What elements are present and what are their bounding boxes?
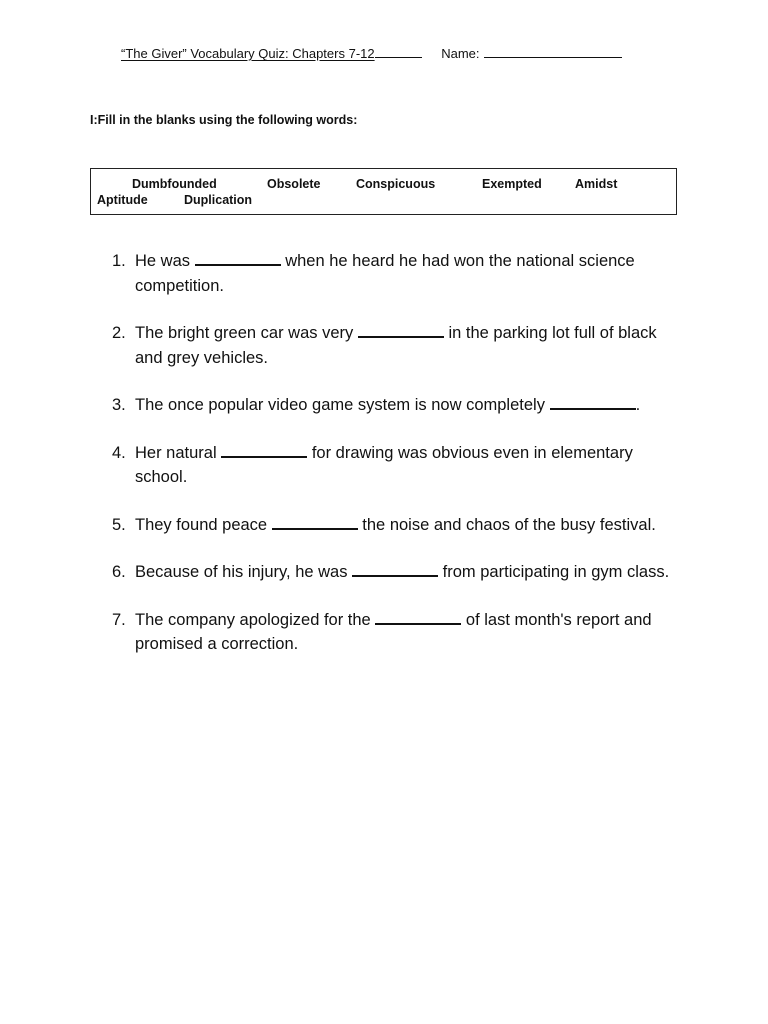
question-item [112,441,682,490]
question-number: 3. [112,396,126,414]
answer-blank[interactable] [375,609,461,625]
instructions: I:Fill in the blanks using the following words: [90,113,358,127]
question-text: The once popular video game system is now completely . [135,396,641,414]
word-bank-item: Aptitude [97,193,148,207]
word-bank [90,168,677,215]
question-number: 5. [112,515,126,534]
question-number: 2. [112,324,126,342]
word-bank-item: Dumbfounded [132,177,217,191]
question-number: 7. [112,610,126,629]
question-item [112,608,682,657]
question-number: 4. [112,443,126,462]
name-field[interactable] [484,47,622,58]
question-text: The company apologized for the of last month's report and promised a correction. [135,610,652,653]
question-item [112,560,682,585]
answer-blank[interactable] [352,561,438,577]
question-number: 6. [112,563,126,581]
word-bank-item: Amidst [575,177,618,191]
word-bank-item: Conspicuous [356,177,436,191]
question-number: 1. [112,252,126,270]
name-label: Name: [441,46,480,61]
question-text: They found peace the noise and chaos of the busy festival. [135,515,656,534]
question-item [112,321,682,370]
answer-blank[interactable] [358,322,444,338]
question-item [112,513,682,538]
question-text: Because of his injury, he was from participating in gym class. [135,563,670,581]
quiz-title: “The Giver” Vocabulary Quiz: Chapters 7-12 [121,46,375,61]
answer-blank[interactable] [550,394,636,410]
answer-blank[interactable] [221,442,307,458]
quiz-header [121,46,622,61]
word-bank-item: Obsolete [267,177,321,191]
answer-blank[interactable] [195,250,281,266]
question-item [112,393,682,418]
answer-blank[interactable] [272,514,358,530]
question-text: He was when he heard he had won the national science competition. [135,252,635,295]
question-item [112,249,682,298]
question-list [112,249,682,680]
question-text: The bright green car was very in the parking lot full of black and grey vehicles. [135,324,657,367]
word-bank-item: Exempted [482,177,542,191]
title-underline [375,47,422,58]
word-bank-item: Duplication [184,193,253,207]
question-text: Her natural for drawing was obvious even in elementary school. [135,443,633,486]
